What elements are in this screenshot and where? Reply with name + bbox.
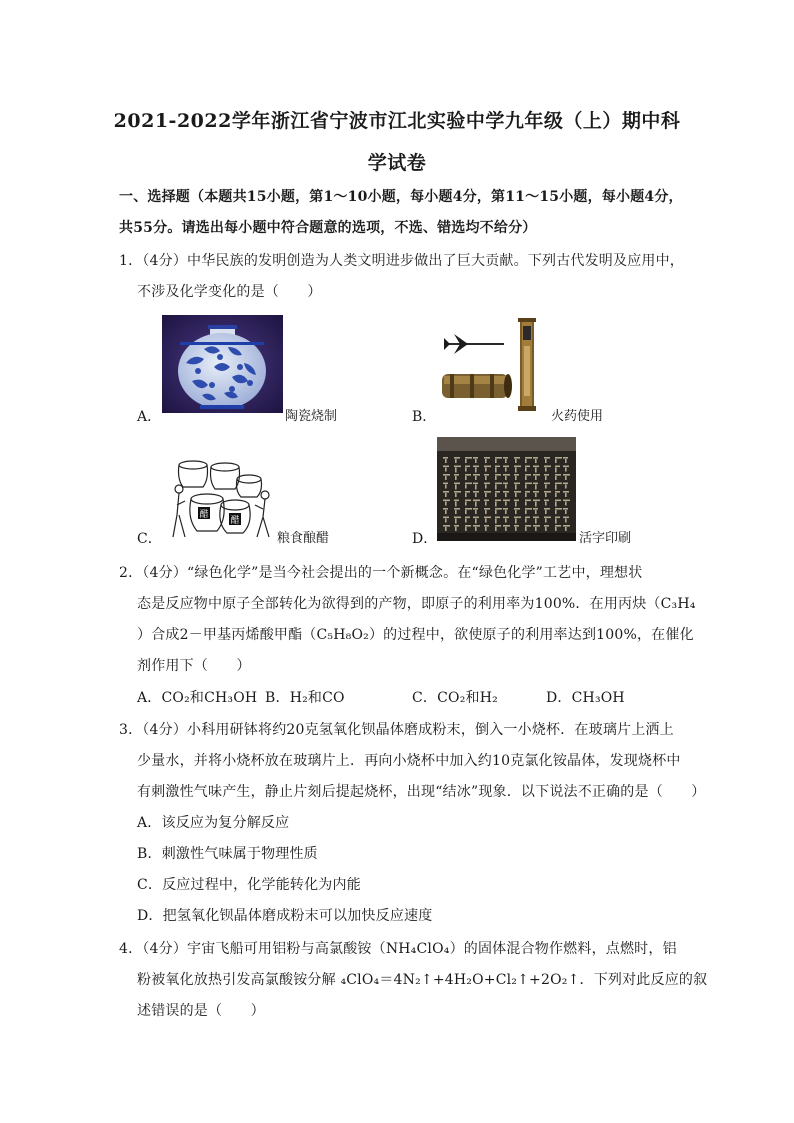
type-glyph — [514, 517, 521, 519]
type-glyph — [525, 468, 527, 472]
type-glyph — [445, 493, 447, 497]
type-glyph — [544, 474, 549, 476]
type-glyph — [544, 483, 550, 485]
q2-stem-line1: 2．（4分）“绿色化学”是当今社会提出的一个新概念。在“绿色化学”工艺中，理想状 — [119, 565, 643, 581]
type-glyph — [445, 485, 447, 489]
type-glyph — [545, 459, 547, 463]
type-glyph — [503, 474, 510, 476]
type-glyph — [454, 483, 460, 485]
q2-stem-line4: 剂作用下（ ） — [137, 658, 251, 674]
type-glyph — [565, 493, 567, 497]
type-glyph — [443, 483, 448, 485]
type-glyph — [465, 500, 471, 502]
type-glyph — [525, 519, 527, 523]
type-glyph — [544, 508, 550, 510]
type-glyph — [555, 474, 561, 476]
type-glyph — [495, 500, 501, 502]
type-glyph — [465, 508, 472, 510]
type-glyph — [515, 468, 517, 473]
type-glyph — [455, 459, 457, 463]
exam-title-line1: 2021-2022学年浙江省宁波市江北实验中学九年级（上）期中科 — [113, 110, 681, 132]
type-glyph — [484, 491, 491, 493]
type-glyph — [484, 500, 489, 502]
type-glyph — [484, 466, 491, 468]
type-glyph — [454, 517, 461, 519]
type-glyph — [455, 476, 457, 480]
type-glyph — [535, 527, 537, 531]
type-glyph — [545, 493, 547, 497]
type-glyph — [544, 525, 549, 527]
q1-option-c-caption: 粮食酿醋 — [277, 531, 330, 546]
type-glyph — [475, 502, 477, 507]
q3-stem-line3: 有刺激性气味产生，静止片刻后提起烧杯，出现“结冰”现象．以下说法不正确的是（ ） — [137, 784, 706, 800]
type-glyph — [495, 459, 497, 463]
type-glyph — [565, 459, 567, 463]
type-glyph — [533, 525, 540, 527]
type-glyph — [533, 474, 540, 476]
type-glyph — [544, 491, 551, 493]
type-glyph — [515, 510, 517, 514]
type-glyph — [443, 500, 450, 502]
q4-stem-line1: 4．（4分）宇宙飞船可用铝粉与高氯酸铵（NH₄ClO₄）的固体混合物作燃料，点燃时，铝 — [119, 941, 677, 957]
type-glyph — [515, 485, 517, 490]
type-glyph — [525, 483, 532, 485]
type-glyph — [555, 517, 560, 519]
type-glyph — [454, 466, 461, 468]
type-glyph — [514, 457, 520, 459]
type-glyph — [495, 457, 502, 459]
type-glyph — [535, 510, 537, 514]
type-glyph — [544, 457, 550, 459]
type-glyph — [465, 493, 467, 497]
type-glyph — [445, 527, 447, 531]
type-glyph — [503, 525, 510, 527]
type-glyph — [514, 491, 521, 493]
type-glyph — [443, 508, 448, 510]
section-heading-line1: 一、选择题（本题共15小题，第1～10小题，每小题4分，第11～15小题，每小题4分， — [119, 189, 683, 205]
q4-stem-line3: 述错误的是（ ） — [137, 1003, 265, 1019]
type-glyph — [555, 466, 560, 468]
type-glyph — [525, 502, 527, 506]
q2-option-d[interactable]: D．CH₃OH — [546, 690, 625, 706]
type-glyph — [495, 510, 497, 514]
type-glyph — [495, 474, 501, 476]
type-glyph — [475, 493, 477, 497]
type-glyph — [484, 508, 490, 510]
type-glyph — [443, 517, 449, 519]
type-glyph — [445, 502, 447, 506]
type-glyph — [455, 502, 457, 507]
q1-option-a-letter[interactable]: A． — [137, 409, 162, 425]
type-glyph — [455, 493, 457, 497]
type-glyph — [563, 474, 570, 476]
type-glyph — [555, 527, 557, 531]
type-glyph — [484, 474, 489, 476]
type-glyph — [465, 483, 472, 485]
type-glyph — [495, 525, 501, 527]
type-glyph — [455, 510, 457, 514]
type-glyph — [535, 468, 537, 473]
type-glyph — [495, 502, 497, 507]
type-glyph — [505, 527, 507, 531]
type-glyph — [503, 500, 510, 502]
type-glyph — [455, 468, 457, 473]
type-glyph — [565, 502, 567, 506]
type-glyph — [495, 493, 497, 497]
type-glyph — [495, 485, 497, 490]
type-glyph — [495, 517, 500, 519]
type-glyph — [505, 485, 507, 489]
type-glyph — [525, 476, 527, 480]
q2-option-a[interactable]: A．CO₂和CH₃OH — [137, 690, 258, 706]
type-glyph — [505, 459, 507, 463]
type-glyph — [555, 500, 561, 502]
type-glyph — [465, 485, 467, 489]
type-glyph — [465, 491, 470, 493]
q3-option-b[interactable]: B．刺激性气味属于物理性质 — [137, 846, 318, 862]
type-glyph — [454, 474, 459, 476]
q1-option-b-caption: 火药使用 — [551, 409, 604, 424]
type-glyph — [503, 457, 508, 459]
type-glyph — [555, 510, 557, 514]
type-glyph — [443, 457, 448, 459]
type-glyph — [533, 508, 538, 510]
type-glyph — [475, 519, 477, 524]
type-glyph — [485, 519, 487, 523]
type-glyph — [473, 500, 480, 502]
q1-option-c-letter[interactable]: C． — [137, 531, 162, 547]
type-glyph — [515, 502, 517, 507]
type-glyph — [465, 517, 470, 519]
type-glyph — [473, 491, 479, 493]
type-glyph — [465, 457, 472, 459]
type-glyph — [514, 500, 519, 502]
type-glyph — [495, 483, 502, 485]
type-glyph — [503, 466, 509, 468]
section-heading-line2: 共55分。请选出每小题中符合题意的选项，不选、错选均不给分） — [119, 220, 537, 236]
type-glyph — [525, 457, 532, 459]
type-glyph — [555, 485, 557, 490]
type-glyph — [473, 457, 478, 459]
type-glyph — [465, 474, 471, 476]
type-glyph — [514, 474, 519, 476]
type-glyph — [473, 517, 479, 519]
type-glyph — [465, 519, 467, 523]
type-glyph — [515, 519, 517, 524]
type-glyph — [563, 525, 570, 527]
type-glyph — [484, 457, 490, 459]
q1-option-a-caption: 陶瓷烧制 — [285, 409, 338, 424]
type-glyph — [525, 493, 527, 497]
type-glyph — [565, 485, 567, 489]
type-glyph — [454, 491, 461, 493]
type-glyph — [505, 519, 507, 523]
jar-label-2: 醋 — [230, 516, 240, 526]
type-glyph — [465, 525, 471, 527]
type-glyph — [565, 527, 567, 531]
type-glyph — [535, 493, 537, 497]
type-glyph — [545, 476, 547, 480]
type-glyph — [563, 508, 568, 510]
type-glyph — [525, 510, 527, 514]
type-glyph — [465, 476, 467, 480]
type-glyph — [443, 491, 449, 493]
type-glyph — [503, 508, 508, 510]
type-glyph — [555, 459, 557, 463]
type-glyph — [495, 468, 497, 473]
type-glyph — [545, 527, 547, 531]
type-glyph — [495, 508, 502, 510]
type-glyph — [473, 466, 479, 468]
type-glyph — [555, 476, 557, 480]
type-glyph — [485, 476, 487, 480]
exam-title-line2: 学试卷 — [367, 152, 427, 174]
type-glyph — [535, 485, 537, 490]
type-glyph — [563, 491, 569, 493]
type-glyph — [533, 466, 539, 468]
type-glyph — [545, 502, 547, 506]
type-glyph — [563, 517, 569, 519]
type-glyph — [484, 483, 490, 485]
type-glyph — [473, 474, 480, 476]
type-glyph — [475, 527, 477, 531]
q3-stem-line1: 3．（4分）小科用研钵将约20克氢氧化钡晶体磨成粉末，倒入一小烧杯．在玻璃片上洒上 — [119, 722, 674, 738]
type-glyph — [525, 508, 532, 510]
type-glyph — [514, 466, 521, 468]
type-glyph — [475, 485, 477, 490]
type-glyph — [495, 466, 500, 468]
q1-option-d-letter[interactable]: D． — [412, 531, 438, 547]
q2-option-c[interactable]: C．CO₂和H₂ — [412, 690, 498, 706]
type-glyph — [555, 483, 562, 485]
type-glyph — [563, 466, 569, 468]
type-glyph — [555, 525, 561, 527]
type-glyph — [445, 519, 447, 523]
type-glyph — [445, 468, 447, 472]
type-glyph — [443, 525, 450, 527]
type-glyph — [544, 500, 549, 502]
type-glyph — [485, 510, 487, 514]
type-glyph — [533, 517, 539, 519]
type-glyph — [445, 476, 447, 480]
type-glyph — [485, 502, 487, 506]
type-glyph — [485, 493, 487, 497]
type-glyph — [555, 457, 562, 459]
type-glyph — [445, 459, 447, 463]
type-glyph — [545, 485, 547, 489]
type-glyph — [514, 525, 519, 527]
type-glyph — [443, 474, 450, 476]
type-glyph — [505, 468, 507, 472]
type-glyph — [495, 476, 497, 480]
type-glyph — [465, 527, 467, 531]
type-glyph — [563, 457, 568, 459]
type-glyph — [465, 466, 470, 468]
type-glyph — [545, 519, 547, 523]
type-glyph — [503, 517, 509, 519]
q2-option-b[interactable]: B．H₂和CO — [265, 690, 345, 706]
type-glyph — [505, 493, 507, 497]
type-glyph — [565, 519, 567, 523]
vinegar-brewing-illustration — [163, 453, 275, 543]
type-glyph — [535, 476, 537, 480]
q3-stem-line2: 少量水，并将小烧杯放在玻璃片上．再向小烧杯中加入约10克氯化铵晶体，发现烧杯中 — [137, 753, 681, 769]
type-glyph — [555, 493, 557, 497]
type-glyph — [544, 517, 551, 519]
type-glyph — [555, 491, 560, 493]
type-glyph — [465, 502, 467, 506]
q2-stem-line2: 态是反应物中原子全部转化为欲得到的产物，即原子的利用率为100%．在用丙炔（C₃H₄ — [137, 596, 696, 612]
type-glyph — [473, 525, 480, 527]
type-glyph — [454, 457, 460, 459]
type-glyph — [485, 485, 487, 489]
type-glyph — [485, 459, 487, 463]
type-glyph — [525, 491, 530, 493]
type-glyph — [535, 519, 537, 524]
type-glyph — [525, 525, 531, 527]
type-glyph — [475, 510, 477, 514]
q1-option-b-letter[interactable]: B． — [412, 409, 437, 425]
type-glyph — [555, 508, 562, 510]
type-glyph — [565, 476, 567, 480]
movable-type-printing-image — [437, 437, 576, 541]
type-glyph — [525, 466, 530, 468]
type-glyph — [454, 508, 460, 510]
gunpowder-weapons-image — [440, 316, 548, 413]
type-glyph — [565, 510, 567, 514]
type-glyph — [525, 474, 531, 476]
type-glyph — [515, 459, 517, 463]
type-glyph — [525, 527, 527, 531]
type-glyph — [475, 459, 477, 463]
type-glyph — [565, 468, 567, 472]
q4-stem-line2: 粉被氧化放热引发高氯酸铵分解 ₄ClO₄＝4N₂↑+4H₂O+Cl₂↑+2O₂↑．下列对此反应的叙 — [137, 972, 708, 988]
type-glyph — [535, 459, 537, 463]
q1-stem-line1: 1．（4分）中华民族的发明创造为人类文明进步做出了巨大贡献。下列古代发明及应用中， — [119, 253, 685, 269]
type-glyph — [525, 485, 527, 489]
type-glyph — [465, 459, 467, 463]
type-glyph — [473, 508, 478, 510]
type-glyph — [484, 525, 489, 527]
type-glyph — [525, 459, 527, 463]
type-glyph — [514, 508, 520, 510]
type-glyph — [555, 519, 557, 524]
type-glyph — [505, 502, 507, 506]
type-glyph — [455, 519, 457, 524]
type-glyph — [533, 491, 539, 493]
type-glyph — [555, 468, 557, 473]
type-glyph — [545, 468, 547, 472]
type-glyph — [485, 527, 487, 531]
type-glyph — [505, 476, 507, 480]
type-glyph — [443, 466, 449, 468]
type-glyph — [454, 525, 459, 527]
type-glyph — [533, 457, 538, 459]
type-glyph — [515, 527, 517, 531]
q1-option-d-caption: 活字印刷 — [579, 531, 632, 546]
type-glyph — [515, 493, 517, 497]
type-glyph — [495, 519, 497, 524]
type-glyph — [445, 510, 447, 514]
jar-label-1: 醋 — [199, 510, 209, 520]
q3-option-c[interactable]: C．反应过程中，化学能转化为内能 — [137, 877, 361, 893]
type-glyph — [555, 502, 557, 507]
q2-stem-line3: ）合成2－甲基丙烯酸甲酯（C₅H₈O₂）的过程中，欲使原子的利用率达到100%，在催化 — [137, 627, 694, 643]
type-glyph — [525, 500, 531, 502]
type-glyph — [495, 527, 497, 531]
type-glyph — [455, 527, 457, 531]
type-glyph — [475, 468, 477, 473]
type-glyph — [505, 510, 507, 514]
type-glyph — [515, 476, 517, 480]
type-glyph — [473, 483, 478, 485]
q3-option-d[interactable]: D．把氢氧化钡晶体磨成粉末可以加快反应速度 — [137, 908, 433, 924]
type-glyph — [514, 483, 520, 485]
q3-option-a[interactable]: A．该反应为复分解反应 — [137, 815, 290, 831]
type-glyph — [533, 500, 540, 502]
type-glyph — [544, 466, 551, 468]
type-glyph — [503, 483, 508, 485]
type-glyph — [454, 500, 459, 502]
type-glyph — [503, 491, 509, 493]
type-glyph — [465, 468, 467, 472]
type-glyph — [465, 510, 467, 514]
type-glyph — [484, 517, 491, 519]
type-glyph — [485, 468, 487, 472]
type-glyph — [533, 483, 538, 485]
type-glyph — [563, 483, 568, 485]
type-glyph — [475, 476, 477, 480]
type-glyph — [563, 500, 570, 502]
type-glyph — [455, 485, 457, 490]
type-glyph — [495, 491, 500, 493]
type-glyph — [535, 502, 537, 507]
type-glyph — [525, 517, 530, 519]
type-glyph — [545, 510, 547, 514]
porcelain-jar-image — [162, 315, 283, 413]
q1-stem-line2: 不涉及化学变化的是（ ） — [137, 284, 322, 300]
